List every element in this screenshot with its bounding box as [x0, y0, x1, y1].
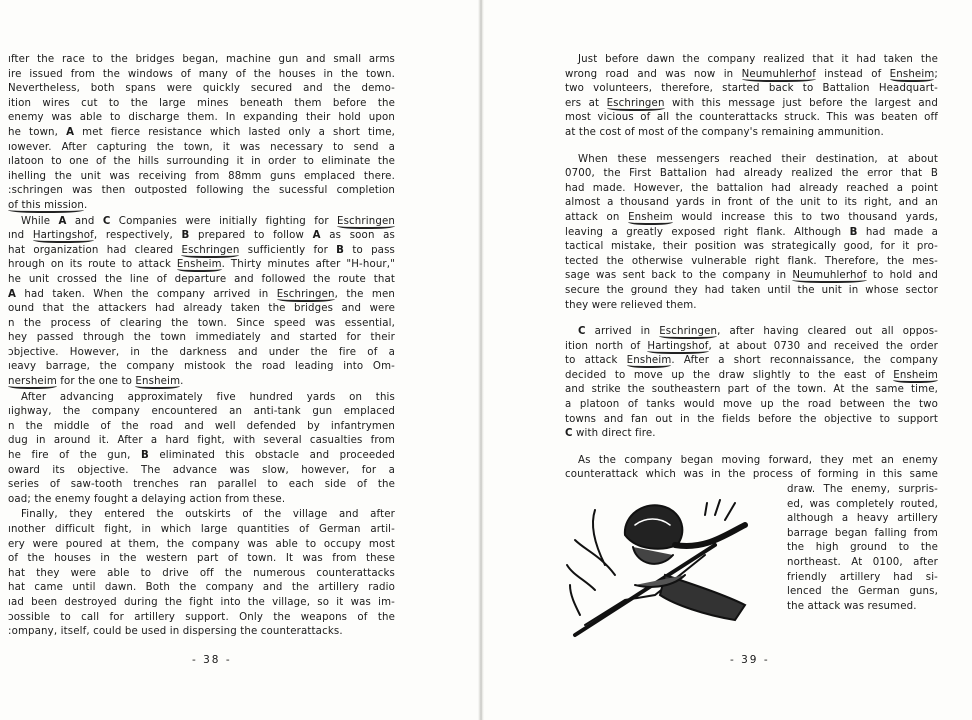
text-line: ed, was completely routed, [787, 498, 938, 510]
text-line: almost a thousand yards in front of the unit to its right, and an [565, 197, 938, 209]
text-line: While A and C Companies were initially fighting for Eschringen [21, 215, 395, 227]
page-number-left: - 38 - [192, 654, 232, 666]
paragraph [8, 508, 395, 639]
company-letter: A [312, 230, 321, 242]
company-letter: B [140, 450, 149, 462]
paragraph [565, 325, 938, 442]
text-line: ire issued from the windows of many of the houses in the town. [8, 68, 395, 80]
text-line: nersheim for the one to Ensheim. [8, 376, 184, 388]
text-line: C with direct fire. [565, 428, 656, 440]
text-line: of this mission. [8, 199, 88, 211]
paragraph [8, 53, 395, 214]
underlined-place-name: of this mission [8, 199, 85, 211]
underlined-place-name: Ensheim [889, 68, 935, 80]
text-line: he fire of the gun, B eliminated this obstacle and proceeded [8, 450, 395, 462]
text-line: hrough on its route to attack Ensheim. Thirty minutes after "H-hour," [8, 259, 395, 271]
underlined-place-name: Eschringen [276, 288, 335, 300]
text-line: Just before dawn the company realized that it had taken the [578, 54, 938, 65]
company-letter: B [181, 230, 190, 242]
underlined-place-name: Hartingshof [32, 230, 94, 242]
text-line: ɔbjective. However, in the darkness and under the fire of a [8, 346, 395, 358]
text-line: ihelling the unit was receiving from 88mm guns emplaced there. [8, 170, 395, 182]
text-line: hey passed through the town immediately and started for their [8, 332, 395, 344]
underlined-place-name: Eschringen [606, 97, 665, 109]
underlined-place-name: Ensheim [628, 211, 673, 223]
text-line: friendly artillery had si- [787, 571, 938, 583]
text-line: attack on Ensheim would increase this to two thousand yards, [565, 211, 938, 223]
underlined-place-name: Neumuhlerhof [741, 68, 816, 80]
text-line: leaving a greatly exposed right flank. Although B had made a [565, 226, 938, 238]
text-line: ınd Hartingshof, respectively, B prepared to follow A as soon as [8, 230, 395, 242]
text-line: A had taken. When the company arrived in Eschringen, the men [8, 288, 395, 300]
company-letter: A [58, 215, 67, 227]
text-line: hat organization had cleared Eschringen sufficiently for B to pass [8, 244, 395, 256]
text-line: oad; the enemy fought a delaying action from these. [8, 493, 286, 505]
page-number-right: - 39 - [730, 654, 770, 666]
underlined-place-name: nersheim [8, 376, 57, 388]
text-line: ınother difficult fight, in which large quantities of German artil- [8, 524, 395, 535]
text-line: wrong road and was now in Neumuhlerhof instead of Ensheim; [565, 68, 938, 80]
text-line: n the process of clearing the town. Since speed was essential, [8, 317, 395, 329]
company-letter: C [578, 326, 586, 338]
company-letter: B [849, 226, 858, 238]
text-line: to attack Ensheim. After a short reconnaissance, the company [565, 355, 938, 367]
text-line: at the cost of most of the company's remaining ammunition. [565, 126, 884, 138]
text-line: secure the ground they had taken until the unit in whose sector [565, 284, 938, 296]
text-line: hat they were able to drive off the numerous counterattacks [8, 567, 395, 579]
paragraph [565, 153, 938, 314]
text-line: he unit crossed the line of departure and followed the route that [8, 273, 395, 285]
text-line: ıeavy barrage, the company mistook the road leading into Om- [8, 361, 395, 373]
company-letter: B [336, 244, 345, 256]
text-line: of the houses in the western part of town. It was from these [8, 553, 395, 565]
company-letter: A [66, 126, 75, 138]
text-line: ıad been destroyed during the fight into the village, so it was im- [8, 596, 395, 608]
underlined-place-name: Eschringen [337, 215, 395, 227]
text-line: the attack was resumed. [787, 600, 917, 612]
text-line: had made. However, the battalion had already reached a point [565, 182, 938, 194]
underlined-place-name: Ensheim [135, 376, 181, 388]
text-line: oward its objective. The advance was slow, however, for a [8, 464, 395, 476]
text-line: ɔossible to call for artillery support. Only the weapons of the [8, 611, 395, 623]
text-line: lenced the German guns, [787, 586, 938, 598]
text-line: When these messengers reached their destination, at about [578, 153, 938, 165]
text-line: ound that the attackers had already taken the bridges and were [8, 303, 395, 315]
text-line: barrage began falling from [787, 527, 938, 539]
text-line: and strike the southeastern part of the town. At the same time, [565, 384, 938, 396]
paragraph [8, 215, 395, 390]
company-letter: A [8, 288, 17, 300]
text-line: ıfter the race to the bridges began, machine gun and small arms [8, 54, 395, 65]
text-line: series of saw-tooth trenches ran parallel to each side of the [8, 479, 395, 491]
underlined-place-name: Ensheim [176, 259, 222, 271]
text-line: two volunteers, therefore, started back to Battalion Headquart- [565, 83, 938, 95]
text-line: 0700, the First Battalion had already realized the error that B [565, 168, 938, 180]
text-line: Nevertheless, both spans were quickly secured and the demo- [8, 83, 395, 95]
underlined-place-name: Eschringen [659, 326, 718, 338]
underlined-place-name: Ensheim [893, 369, 938, 381]
text-line: ıighway, the company encountered an anti-tank gun emplaced [8, 406, 395, 418]
paragraph [565, 53, 938, 141]
text-line: :schringen was then outposted following the sucessful completion [8, 185, 395, 197]
soldier-illustration [565, 495, 765, 645]
text-line: northeast. At 0100, after [787, 557, 938, 568]
text-line: dug in around it. After a hard fight, with several casualties from [8, 435, 395, 447]
text-line: ıowever. After capturing the town, it was necessary to send a [8, 141, 395, 153]
text-line: draw. The enemy, surpris- [787, 484, 938, 496]
text-line: n the middle of the road and well defended by infantrymen [8, 420, 395, 432]
text-line: ers at Eschringen with this message just before the largest and [565, 97, 938, 109]
text-line: After advancing approximately five hundred yards on this [21, 391, 395, 403]
book-spine [478, 0, 484, 720]
company-letter: C [102, 215, 111, 227]
text-line: :ompany, itself, could be used in dispersing the counterattacks. [8, 626, 343, 638]
text-line: towns and fan out in the fields before the objective to support [565, 413, 938, 425]
text-line: ılatoon to one of the hills surrounding it in order to eliminate the [8, 156, 395, 168]
text-line: sage was sent back to the company in Neumuhlerhof to hold and [565, 270, 938, 282]
text-line: As the company began moving forward, they met an enemy [578, 454, 938, 466]
text-line: the high ground to the [787, 542, 938, 554]
text-line: Finally, they entered the outskirts of the village and after [21, 509, 395, 521]
underlined-place-name: Hartingshof [647, 340, 709, 352]
text-line: a platoon of tanks would move up the road between the two [565, 399, 938, 411]
text-line: decided to move up the draw slightly to the east of Ensheim [565, 369, 938, 381]
left-page-text [8, 53, 395, 640]
text-line: ery were poured at them, the company was able to occupy most [8, 538, 395, 550]
text-line: although a heavy artillery [787, 513, 938, 525]
underlined-place-name: Eschringen [181, 244, 240, 256]
text-line: he town, A met fierce resistance which lasted only a short time, [8, 126, 396, 138]
text-line: ition wires cut to the large mines beneath them before the [8, 97, 395, 109]
text-line: enemy was able to discharge them. In expanding their hold upon [8, 112, 395, 124]
text-line: tected the otherwise vulnerable right flank. Therefore, the mes- [565, 255, 938, 267]
text-line: C arrived in Eschringen, after having cleared out all oppos- [578, 326, 938, 338]
company-letter: C [565, 428, 573, 440]
text-line: counterattack which was in the process of forming in this same [565, 469, 938, 481]
text-line: they were relieved them. [565, 299, 697, 311]
text-line: ition north of Hartingshof, at about 0730 and received the order [565, 340, 938, 352]
paragraph [8, 391, 395, 508]
text-line: hat came until dawn. Both the company and the artillery radio [8, 582, 395, 594]
text-line: most vicious of all the counterattacks struck. This was beaten off [565, 112, 938, 124]
text-line: tactical mistake, their position was strategically good, for it pro- [565, 241, 938, 253]
underlined-place-name: Ensheim [626, 355, 672, 367]
underlined-place-name: Neumuhlerhof [792, 270, 867, 282]
